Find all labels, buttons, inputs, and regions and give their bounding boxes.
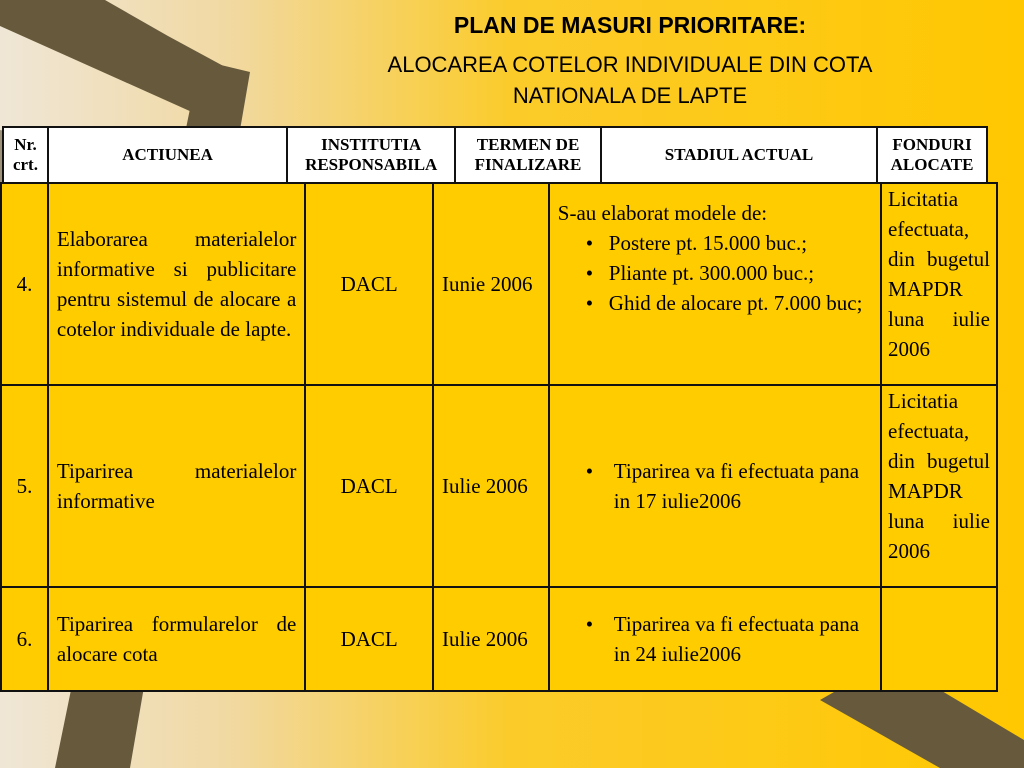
table-row bbox=[1, 183, 997, 385]
header-fonduri-line-2: ALOCATE bbox=[890, 155, 974, 174]
bullet-icon: • bbox=[585, 612, 594, 636]
cell-fonduri: Licitatia efectuata, din bugetul MAPDR luna iulie 2006 bbox=[881, 385, 997, 587]
stadiu-list bbox=[558, 228, 872, 318]
stadiu-intro: S-au elaborat modele de: bbox=[557, 201, 768, 225]
bullet-icon: • bbox=[585, 231, 594, 255]
header-nr-line-2: crt. bbox=[12, 155, 38, 174]
list-item bbox=[558, 456, 872, 516]
stadiu-item-text: Pliante pt. 300.000 buc.; bbox=[608, 261, 815, 285]
bullet-icon: • bbox=[585, 261, 594, 285]
header-termen-line-1: TERMEN DE bbox=[476, 135, 580, 154]
header-nr-line-1: Nr. bbox=[14, 135, 37, 154]
header-institutia-line-1: INSTITUTIA bbox=[321, 135, 422, 154]
cell-institutia: DACL bbox=[305, 587, 433, 691]
cell-termen: Iulie 2006 bbox=[433, 385, 549, 587]
bullet-icon: • bbox=[585, 459, 594, 483]
cell-fonduri bbox=[881, 587, 997, 691]
cell-institutia: DACL bbox=[305, 183, 433, 385]
cell-stadiu bbox=[549, 587, 881, 691]
cell-termen: Iunie 2006 bbox=[433, 183, 549, 385]
header-institutia bbox=[287, 127, 455, 183]
stadiu-item-text: Tiparirea va fi efectuata pana in 17 iulie2006 bbox=[613, 459, 860, 513]
cell-stadiu bbox=[549, 385, 881, 587]
measures-table bbox=[0, 182, 998, 692]
stadiu-item-text: Ghid de alocare pt. 7.000 buc; bbox=[608, 291, 863, 315]
header-fonduri-line-1: FONDURI bbox=[892, 135, 972, 154]
slide-title: PLAN DE MASURI PRIORITARE: bbox=[453, 12, 807, 38]
list-item bbox=[558, 258, 872, 288]
header-actiunea: ACTIUNEA bbox=[48, 127, 287, 183]
cell-actiunea: Elaborarea materialelor informative si publicitare pentru sistemul de alocare a cotelor individuale de lapte. bbox=[48, 183, 305, 385]
stadiu-list bbox=[558, 456, 872, 516]
header-nr bbox=[3, 127, 48, 183]
stadiu-list bbox=[558, 609, 872, 669]
list-item bbox=[558, 609, 872, 669]
cell-nr: 5. bbox=[1, 385, 48, 587]
table-header bbox=[2, 126, 988, 184]
subtitle-line-1: ALOCAREA COTELOR INDIVIDUALE DIN COTA bbox=[387, 52, 873, 77]
slide-subtitle bbox=[290, 49, 970, 111]
cell-termen: Iulie 2006 bbox=[433, 587, 549, 691]
cell-actiunea: Tiparirea formularelor de alocare cota bbox=[48, 587, 305, 691]
list-item bbox=[558, 228, 872, 258]
header-termen-line-2: FINALIZARE bbox=[474, 155, 582, 174]
stadiu-item-text: Postere pt. 15.000 buc.; bbox=[608, 231, 808, 255]
table-row bbox=[1, 587, 997, 691]
cell-stadiu bbox=[549, 183, 881, 385]
cell-nr: 4. bbox=[1, 183, 48, 385]
subtitle-line-2: NATIONALA DE LAPTE bbox=[512, 83, 748, 108]
list-item bbox=[558, 288, 872, 318]
header-fonduri bbox=[877, 127, 987, 183]
header-stadiul: STADIUL ACTUAL bbox=[601, 127, 877, 183]
table-row bbox=[1, 385, 997, 587]
cell-institutia: DACL bbox=[305, 385, 433, 587]
header-termen bbox=[455, 127, 601, 183]
cell-actiunea: Tiparirea materialelor informative bbox=[48, 385, 305, 587]
cell-fonduri: Licitatia efectuata, din bugetul MAPDR luna iulie 2006 bbox=[881, 183, 997, 385]
cell-nr: 6. bbox=[1, 587, 48, 691]
bullet-icon: • bbox=[585, 291, 594, 315]
stadiu-item-text: Tiparirea va fi efectuata pana in 24 iulie2006 bbox=[613, 612, 860, 666]
header-institutia-line-2: RESPONSABILA bbox=[305, 155, 438, 174]
